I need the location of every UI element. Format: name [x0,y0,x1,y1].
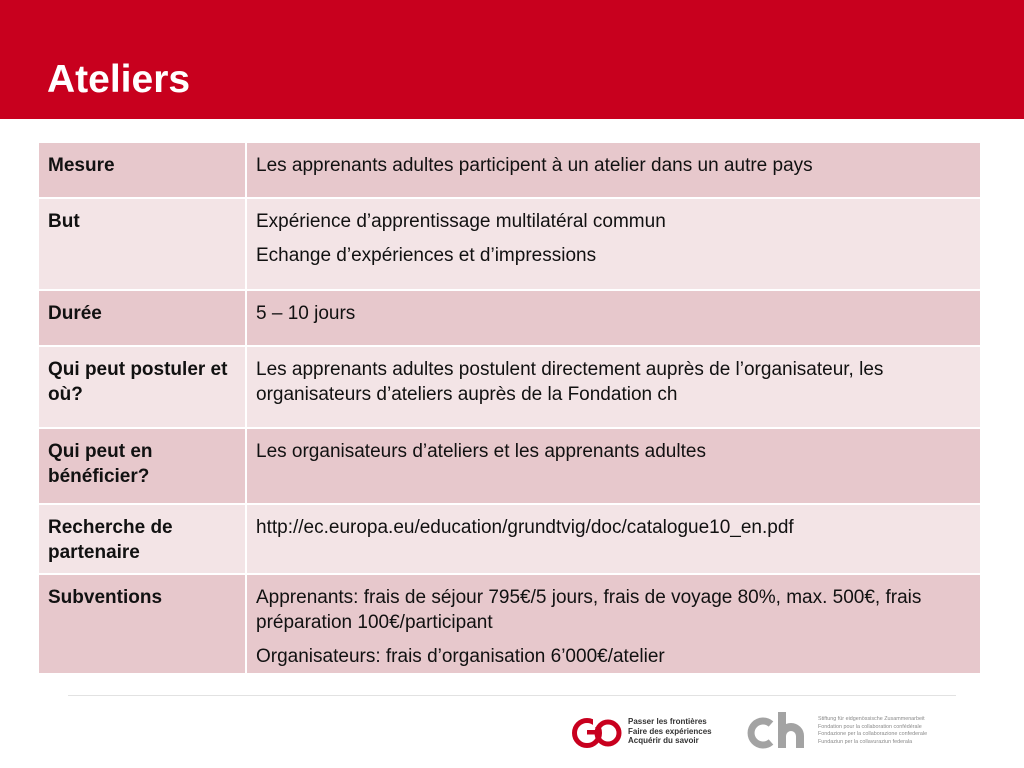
row-label: Qui peut postuler et où? [38,346,246,428]
value-line: http://ec.europa.eu/education/grundtvig/doc/catalogue10_en.pdf [256,517,794,538]
go-tagline-line: Acquérir du savoir [628,736,699,745]
row-value [246,198,981,290]
foundation-line: Fundaziun per la collavuraziun federala [818,738,913,745]
row-label: But [38,198,246,290]
value-line: Expérience d’apprentissage multilatéral commun [256,211,666,232]
page-title: Ateliers [47,58,191,101]
table-row [38,142,981,198]
row-value [246,290,981,346]
value-line: 5 – 10 jours [256,303,356,324]
footer-divider [68,695,956,696]
go-tagline-line: Faire des expériences [628,726,712,736]
foundation-line: Fondation pour la collaboration confédérale [818,723,922,730]
value-line: Organisateurs: frais d’organisation 6’000€/atelier [256,646,665,667]
row-label: Durée [38,290,246,346]
row-value [246,346,981,428]
value-line: Les apprenants adultes postulent directement auprès de l’organisateur, les organisateurs d’ateliers auprès de la Fondation ch [256,359,884,405]
row-value [246,142,981,198]
ch-logo [745,710,807,750]
ch-foundation-text [818,716,927,746]
value-line: Echange d’expériences et d’impressions [256,245,597,266]
table-row [38,574,981,674]
value-line: Les apprenants adultes participent à un atelier dans un autre pays [256,155,813,176]
row-value [246,574,981,674]
go-logo [572,714,622,750]
row-label: Mesure [38,142,246,198]
value-line: Les organisateurs d’ateliers et les apprenants adultes [256,441,706,462]
go-tagline [628,717,712,746]
table-row [38,504,981,574]
table-row [38,428,981,504]
row-label: Qui peut en bénéficier? [38,428,246,504]
row-label: Recherche de partenaire [38,504,246,574]
table-row [38,346,981,428]
title-banner [0,0,1024,119]
foundation-line: Fondazione per la collaborazione confederale [818,731,928,737]
table-row [38,198,981,290]
info-table [37,141,982,675]
foundation-line: Stiftung für eidgenössische Zusammenarbeit [818,716,925,722]
row-label: Subventions [38,574,246,674]
row-value [246,428,981,504]
value-line: Apprenants: frais de séjour 795€/5 jours, frais de voyage 80%, max. 500€, frais préparation 100€/participant [256,587,922,633]
table-row [38,290,981,346]
go-tagline-line: Passer les frontières [628,717,707,726]
row-value [246,504,981,574]
